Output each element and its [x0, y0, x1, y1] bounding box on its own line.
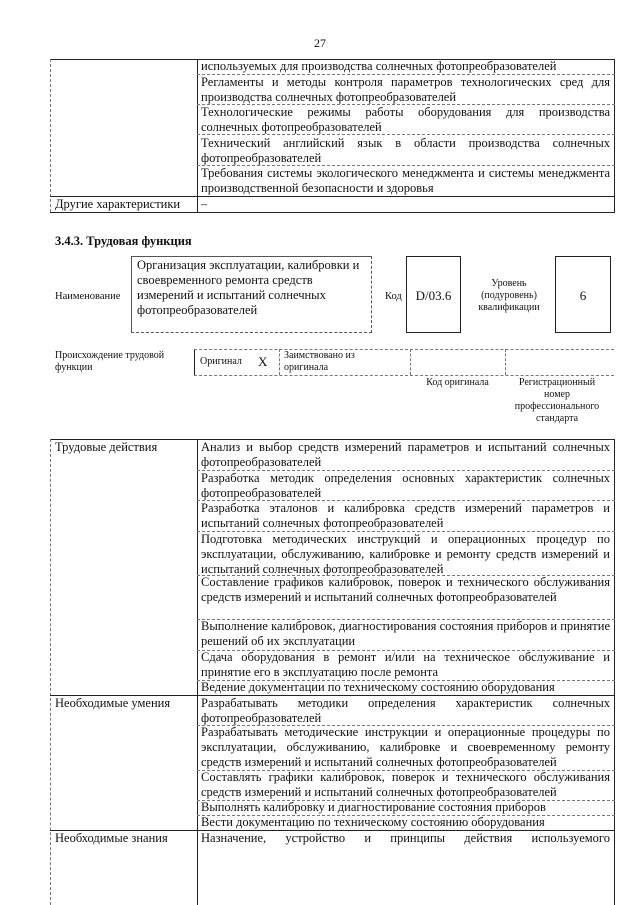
action-6: Выполнение калибровок, диагностирования состояния приборов и принятие решений об их эксплуатации	[201, 619, 610, 648]
knowledge-label: Необходимые знания	[55, 831, 168, 845]
level-value: 6	[579, 288, 587, 303]
skill-2: Разрабатывать методические инструкции и операционные процедуры по эксплуатации, обслуживанию, калибровке и своевременному ремонту средств измерений и испытаний солнечных фотопреобразователей	[201, 725, 610, 769]
action-7: Сдача оборудования в ремонт и/или на техническое обслуживание и принятие его в эксплуатацию после ремонта	[201, 650, 610, 679]
skill-5: Вести документацию по техническому состоянию оборудования	[201, 815, 545, 829]
original-mark: X	[258, 354, 268, 369]
origin-label: Происхождение трудовой функции	[55, 350, 165, 373]
action-8: Ведение документации по техническому состоянию оборудования	[201, 680, 555, 694]
knowledge-1: Назначение, устройство и принципы действия используемого	[201, 831, 610, 845]
skill-1: Разрабатывать методики определения характеристик солнечных фотопреобразователей	[201, 696, 610, 725]
top-row-4: Технический английский язык в области производства солнечных фотопреобразователей	[201, 136, 610, 165]
name-label: Наименование	[55, 291, 121, 302]
other-characteristics-label: Другие характеристики	[55, 197, 181, 211]
action-4: Подготовка методических инструкций и операционных процедур по эксплуатации, обслуживанию, калибровке и ремонту средств измерений и испытаний солнечных фотопреобразователей	[201, 532, 610, 576]
borrowed-label: Заимствовано из оригинала	[284, 350, 355, 373]
top-row-1: используемых для производства солнечных фотопреобразователей	[201, 59, 557, 73]
page-number: 27	[314, 36, 326, 50]
name-value: Организация эксплуатации, калибровки и своевременного ремонта средств измерений и испытаний солнечных фотопреобразователей	[137, 258, 360, 317]
code-original-label: Код оригинала	[426, 377, 489, 388]
action-3: Разработка эталонов и калибровка средств измерений параметров и испытаний солнечных фотопреобразователей	[201, 501, 610, 530]
section-title: 3.4.3. Трудовая функция	[55, 234, 192, 248]
skills-label: Необходимые умения	[55, 696, 171, 710]
code-value: D/03.6	[415, 288, 452, 303]
skill-3: Составлять графики калибровок, поверок и технического обслуживания средств измерений и испытаний солнечных фотопреобразователей	[201, 770, 610, 799]
skill-4: Выполнять калибровку и диагностирование состояния приборов	[201, 800, 546, 814]
reg-number-label: Регистрационный номер профессионального стандарта	[514, 377, 600, 424]
top-row-5: Требования системы экологического менеджмента и системы менеджмента производственной безопасности и здоровья	[201, 166, 610, 195]
actions-label: Трудовые действия	[55, 440, 158, 454]
code-label: Код	[385, 291, 402, 302]
action-2: Разработка методик определения основных характеристик солнечных фотопреобразователей	[201, 471, 610, 500]
other-characteristics-value: –	[201, 197, 208, 211]
top-row-2: Регламенты и методы контроля параметров технологических сред для производства солнечных фотопреобразователей	[201, 75, 610, 104]
level-label: Уровень (подуровень) квалификации	[478, 278, 540, 313]
action-5: Составление графиков калибровок, поверок и технического обслуживания средств измерений и испытаний солнечных фотопреобразователей	[201, 575, 610, 604]
top-row-3: Технологические режимы работы оборудования для производства солнечных фотопреобразователей	[201, 105, 610, 134]
action-1: Анализ и выбор средств измерений параметров и испытаний солнечных фотопреобразователей	[201, 440, 610, 469]
original-label: Оригинал	[200, 356, 242, 367]
